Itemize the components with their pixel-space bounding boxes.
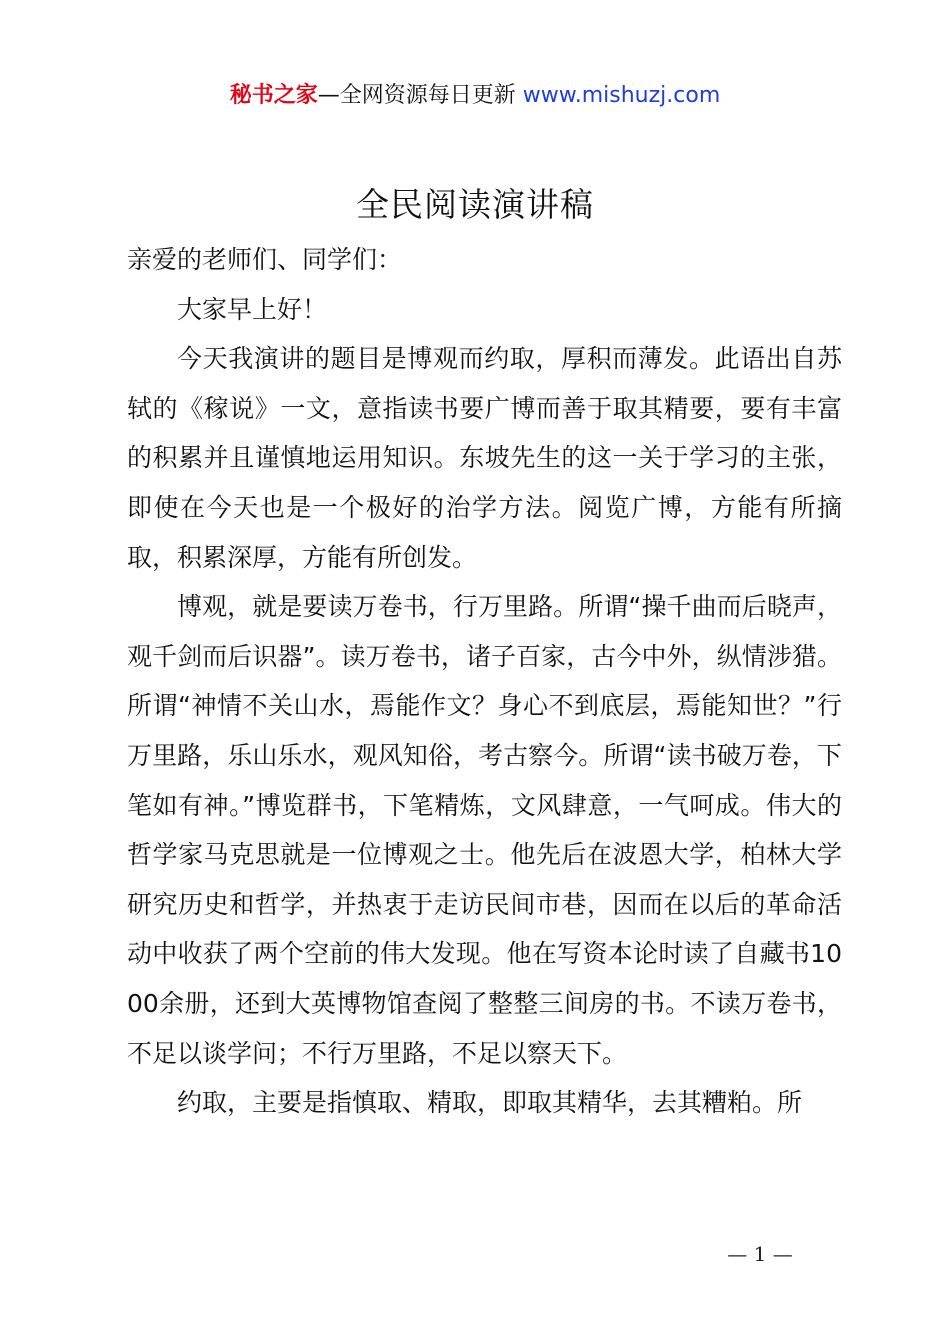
paragraph-greeting: 大家早上好！ xyxy=(177,294,328,324)
site-header xyxy=(0,80,950,112)
page-number: — 1 — xyxy=(727,1242,793,1266)
paragraph-yuequ: 约取，主要是指慎取、精取，即取其精华，去其糟粕。所 xyxy=(177,1088,803,1118)
paragraph-boguan: 博观，就是要读万卷书，行万里路。所谓“操千曲而后晓声，观千剑而后识器”。读万卷书，诸子百家，古今中外，纵情涉猎。所谓“神情不关山水，焉能作文？身心不到底层，焉能知世？”行万里路，乐山乐水，观风知俗，考古察今。所谓“读书破万卷，下笔如有神。”博览群书，下笔精炼，文风肆意，一气呵成。伟大的哲学家马克思就是一位博观之士。他先后在波恩大学，柏林大学研究历史和哲学，并热衷于走访民间市巷，因而在以后的革命活动中收获了两个空前的伟大发现。他在写资本论时读了自藏书1000余册，还到大英博物馆查阅了整整三间房的书。不读万卷书，不足以谈学问；不行万里路，不足以察天下。 xyxy=(127,592,842,1068)
document-body xyxy=(127,235,842,1128)
site-tagline: —全网资源每日更新 xyxy=(317,83,516,108)
site-brand: 秘书之家 xyxy=(229,83,318,108)
document-title: 全民阅读演讲稿 xyxy=(356,185,594,224)
site-url-link[interactable]: www.mishuzj.com xyxy=(522,83,721,108)
paragraph-topic: 今天我演讲的题目是博观而约取，厚积而薄发。此语出自苏轼的《稼说》一文，意指读书要广博而善于取其精要，要有丰富的积累并且谨慎地运用知识。东坡先生的这一关于学习的主张，即使在今天也是一个极好的治学方法。阅览广博，方能有所摘取，积累深厚，方能有所创发。 xyxy=(127,344,842,572)
salutation: 亲爱的老师们、同学们： xyxy=(127,245,403,274)
